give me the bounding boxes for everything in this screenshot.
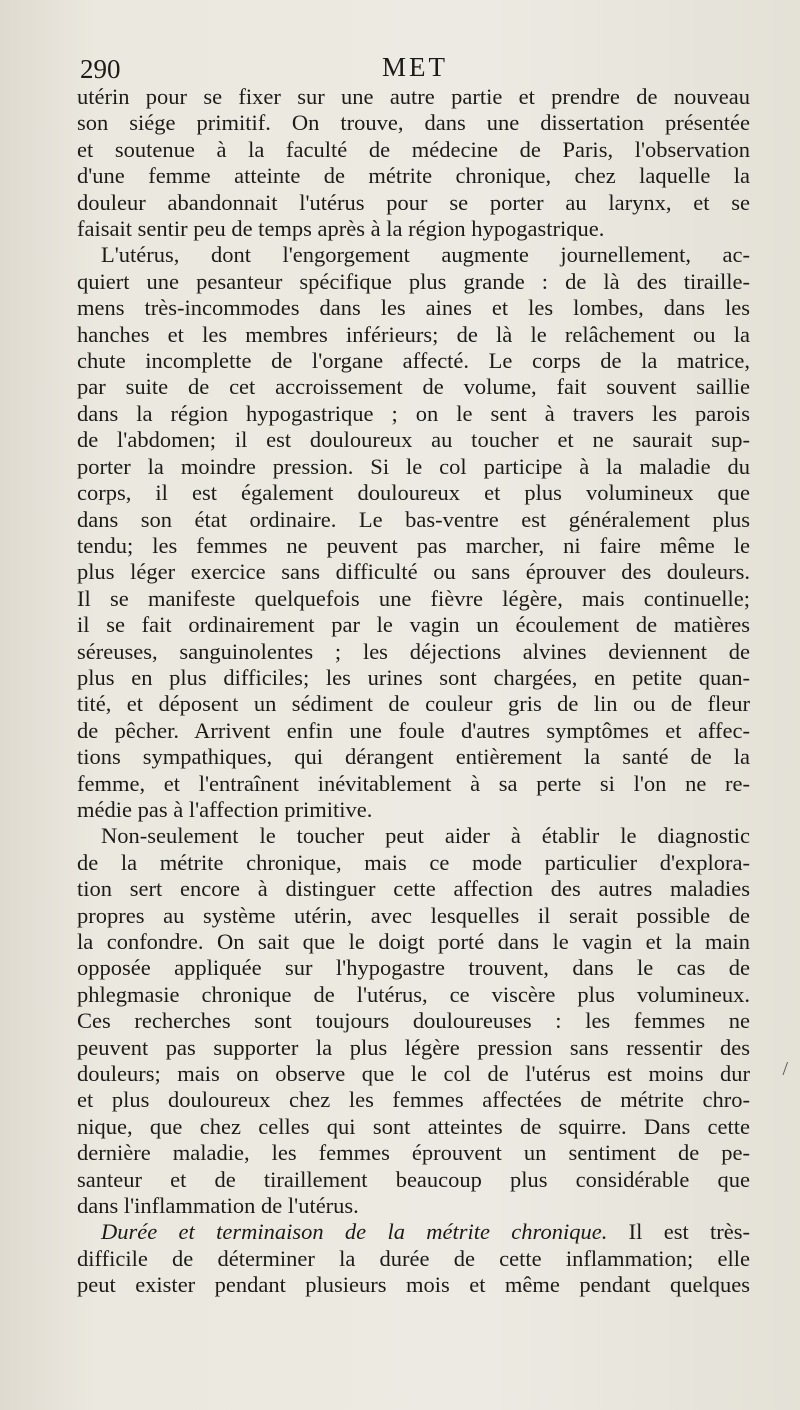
- text-line: mens très-incommodes dans les aines et les lombes, dans les: [77, 295, 750, 321]
- body-text: [77, 84, 750, 1299]
- text-line: peut exister pendant plusieurs mois et même pendant quelques: [77, 1272, 750, 1298]
- text-line: d'une femme atteinte de métrite chronique, chez laquelle la: [77, 163, 750, 189]
- text-line: séreuses, sanguinolentes ; les déjections alvines deviennent de: [77, 638, 750, 664]
- text-line: la confondre. On sait que le doigt porté dans le vagin et la main: [77, 929, 750, 954]
- text-line: de l'abdomen; il est douloureux au toucher et ne saurait sup-: [77, 427, 750, 453]
- text-line: quiert une pesanteur spécifique plus grande : de là des tiraille-: [77, 268, 750, 294]
- paragraph: [77, 84, 750, 242]
- paragraph: [77, 1219, 750, 1298]
- text-line: tions sympathiques, qui dérangent entièrement la santé de la: [77, 744, 750, 770]
- text-line: L'utérus, dont l'engorgement augmente journellement, ac-: [101, 242, 750, 268]
- text-line: médie pas à l'affection primitive.: [77, 796, 373, 822]
- text-line: par suite de cet accroissement de volume, fait souvent saillie: [77, 374, 750, 400]
- text-line: porter la moindre pression. Si le col participe à la maladie du: [77, 453, 750, 479]
- text-line: tion sert encore à distinguer cette affection des autres maladies: [77, 876, 750, 902]
- paragraph: [77, 242, 750, 823]
- text-line: corps, il est également douloureux et plus volumineux que: [77, 480, 750, 506]
- running-head: MET: [382, 52, 448, 82]
- text-line: chute incomplette de l'organe affecté. Le corps de la matrice,: [77, 348, 750, 374]
- text-line: nique, que chez celles qui sont atteintes de squirre. Dans cette: [77, 1113, 750, 1139]
- page-number: 290: [80, 54, 121, 84]
- text-line: Non-seulement le toucher peut aider à établir le diagnostic: [101, 823, 750, 849]
- text-line: dans l'inflammation de l'utérus.: [77, 1193, 359, 1219]
- text-line: santeur et de tiraillement beaucoup plus considérable que: [77, 1166, 750, 1192]
- text-line: tendu; les femmes ne peuvent pas marcher, ni faire même le: [77, 532, 750, 558]
- text-line: douleur abandonnait l'utérus pour se porter au larynx, et se: [77, 189, 750, 215]
- text-line: phlegmasie chronique de l'utérus, ce viscère plus volumineux.: [77, 981, 750, 1007]
- text-line: faisait sentir peu de temps après à la région hypogastrique.: [77, 216, 605, 242]
- text-line: femme, et l'entraînent inévitablement à sa perte si l'on ne re-: [77, 770, 750, 796]
- text-line: douleurs; mais on observe que le col de l'utérus est moins dur: [77, 1061, 750, 1087]
- italic-heading: Durée et terminaison de la métrite chronique.: [101, 1219, 608, 1245]
- text-line: il se fait ordinairement par le vagin un écoulement de matières: [77, 612, 750, 638]
- text-line: dans la région hypogastrique ; on le sent à travers les parois: [77, 400, 750, 426]
- text-line: de la métrite chronique, mais ce mode particulier d'explora-: [77, 849, 750, 875]
- text-line: Ces recherches sont toujours douloureuses : les femmes ne: [77, 1008, 750, 1034]
- margin-mark: /: [782, 1058, 788, 1080]
- text-line: Il se manifeste quelquefois une fièvre légère, mais continuelle;: [77, 585, 750, 611]
- paragraph: [77, 823, 750, 1219]
- line-text: Il est très-: [607, 1219, 750, 1245]
- text-line: de pêcher. Arrivent enfin une foule d'autres symptômes et affec-: [77, 717, 750, 743]
- text-line: tité, et déposent un sédiment de couleur gris de lin ou de fleur: [77, 691, 750, 717]
- text-line: peuvent pas supporter la plus légère pression sans ressentir des: [77, 1034, 750, 1060]
- text-line: plus léger exercice sans difficulté ou sans éprouver des douleurs.: [77, 559, 750, 585]
- text-line: plus en plus difficiles; les urines sont chargées, en petite quan-: [77, 664, 750, 690]
- text-line: hanches et les membres inférieurs; de là le relâchement ou la: [77, 321, 750, 347]
- text-line: dans son état ordinaire. Le bas-ventre est généralement plus: [77, 506, 750, 532]
- text-line: son siége primitif. On trouve, dans une dissertation présentée: [77, 110, 750, 136]
- page-header: [80, 50, 750, 86]
- text-line: [77, 1219, 750, 1245]
- text-line: propres au système utérin, avec lesquelles il serait possible de: [77, 902, 750, 928]
- text-line: et plus douloureux chez les femmes affectées de métrite chro-: [77, 1087, 750, 1113]
- text-line: dernière maladie, les femmes éprouvent un sentiment de pe-: [77, 1140, 750, 1166]
- text-line: et soutenue à la faculté de médecine de Paris, l'observation: [77, 136, 750, 162]
- text-line: opposée appliquée sur l'hypogastre trouvent, dans le cas de: [77, 955, 750, 981]
- text-line: difficile de déterminer la durée de cette inflammation; elle: [77, 1245, 750, 1271]
- text-line: utérin pour se fixer sur une autre partie et prendre de nouveau: [77, 84, 750, 109]
